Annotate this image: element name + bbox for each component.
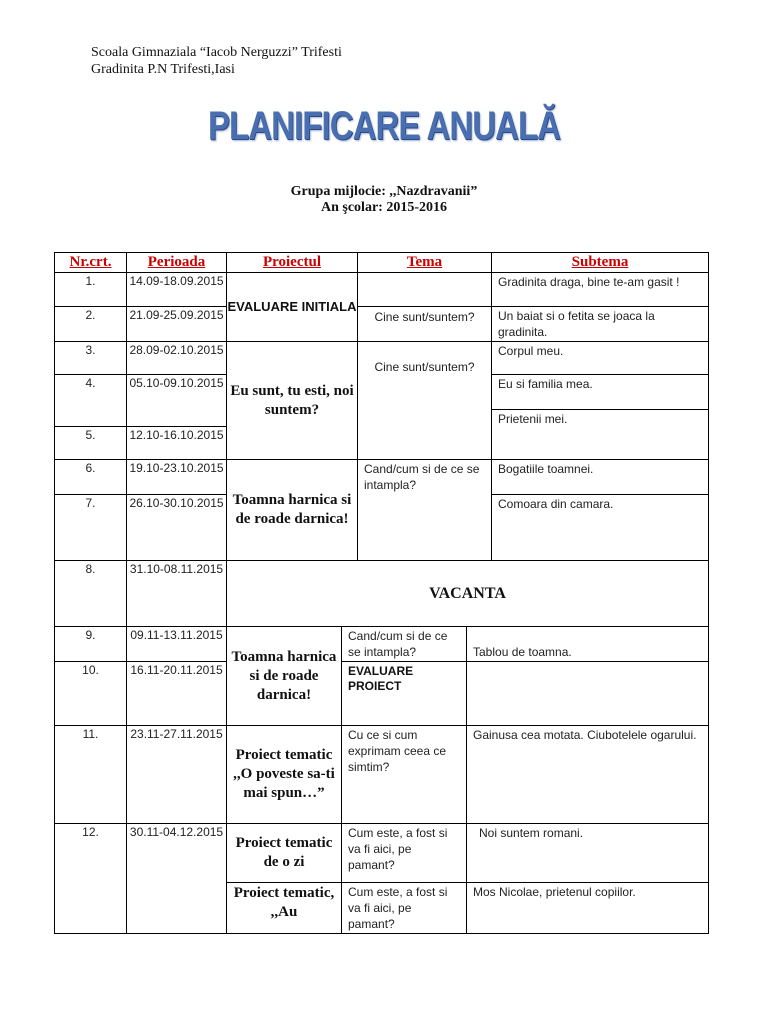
period-cell: 19.10-23.10.2015: [126, 459, 227, 495]
period-cell: 26.10-30.10.2015: [126, 494, 227, 561]
project-cell: Proiect tematic de o zi: [226, 823, 342, 883]
page-title: PLANIFICARE ANUALĂ: [207, 104, 561, 148]
subtheme-cell: Tablou de toamna.: [466, 626, 709, 662]
subtheme-cell: Gainusa cea motata. Ciubotelele ogarului.: [466, 725, 709, 824]
subtheme-cell: Noi suntem romani.: [466, 823, 709, 883]
period-cell: 16.11-20.11.2015: [126, 661, 227, 726]
row-number: 6.: [54, 459, 127, 495]
subtheme-cell: Mos Nicolae, prietenul copiilor.: [466, 882, 709, 934]
school-year-line: An şcolar: 2015-2016: [321, 200, 447, 215]
row-number: 8.: [54, 560, 127, 627]
subtheme-cell: Corpul meu.: [491, 341, 709, 375]
project-cell: Proiect tematic ,,O poveste sa-ti mai spun…”: [226, 725, 342, 824]
subtheme-cell: Eu si familia mea.: [491, 374, 709, 410]
column-header-proiectul: Proiectul: [226, 252, 358, 273]
row-number: 11.: [54, 725, 127, 824]
group-line: Grupa mijlocie: ,,Nazdravanii”: [290, 184, 478, 199]
row-number: 12.: [54, 823, 127, 934]
period-cell: 30.11-04.12.2015: [126, 823, 227, 934]
theme-cell: EVALUARE PROIECT: [341, 661, 467, 726]
column-header-nr: Nr.crt.: [54, 252, 127, 273]
row-number: 2.: [54, 306, 127, 342]
project-cell: Proiect tematic, ,,Au: [226, 882, 342, 934]
row-number: 5.: [54, 426, 127, 460]
subtheme-cell: Un baiat si o fetita se joaca la gradinita.: [491, 306, 709, 342]
period-cell: 05.10-09.10.2015: [126, 374, 227, 427]
subtheme-cell: Gradinita draga, bine te-am gasit !: [491, 272, 709, 307]
vacation-cell: VACANTA: [226, 560, 709, 627]
period-cell: 09.11-13.11.2015: [126, 626, 227, 662]
theme-cell: Cum este, a fost si va fi aici, pe pamant?: [341, 882, 467, 934]
theme-cell: [357, 272, 492, 307]
project-cell: Toamna harnica si de roade darnica!: [226, 459, 358, 561]
subtheme-cell: Bogatiile toamnei.: [491, 459, 709, 495]
theme-cell: Cu ce si cum exprimam ceea ce simtim?: [341, 725, 467, 824]
row-number: 7.: [54, 494, 127, 561]
kindergarten-name: Gradinita P.N Trifesti,Iasi: [91, 62, 235, 77]
project-cell: EVALUARE INITIALA: [226, 272, 358, 342]
subtheme-cell: [466, 661, 709, 726]
period-cell: 14.09-18.09.2015: [126, 272, 227, 307]
theme-cell: Cine sunt/suntem?: [357, 341, 492, 460]
period-cell: 31.10-08.11.2015: [126, 560, 227, 627]
subtheme-cell: Prietenii mei.: [491, 409, 709, 460]
subtheme-cell: Comoara din camara.: [491, 494, 709, 561]
school-name: Scoala Gimnaziala “Iacob Nerguzzi” Trifesti: [91, 45, 342, 60]
row-number: 4.: [54, 374, 127, 427]
theme-cell: Cand/cum si de ce se intampla?: [341, 626, 467, 662]
row-number: 1.: [54, 272, 127, 307]
column-header-subtema: Subtema: [491, 252, 709, 273]
project-cell: Toamna harnica si de roade darnica!: [226, 626, 342, 726]
project-cell: Eu sunt, tu esti, noi suntem?: [226, 341, 358, 460]
period-cell: 23.11-27.11.2015: [126, 725, 227, 824]
row-number: 9.: [54, 626, 127, 662]
row-number: 10.: [54, 661, 127, 726]
row-number: 3.: [54, 341, 127, 375]
period-cell: 12.10-16.10.2015: [126, 426, 227, 460]
theme-cell: Cum este, a fost si va fi aici, pe pamant?: [341, 823, 467, 883]
column-header-perioada: Perioada: [126, 252, 227, 273]
period-cell: 28.09-02.10.2015: [126, 341, 227, 375]
theme-cell: Cine sunt/suntem?: [357, 306, 492, 342]
period-cell: 21.09-25.09.2015: [126, 306, 227, 342]
theme-cell: Cand/cum si de ce se intampla?: [357, 459, 492, 561]
column-header-tema: Tema: [357, 252, 492, 273]
